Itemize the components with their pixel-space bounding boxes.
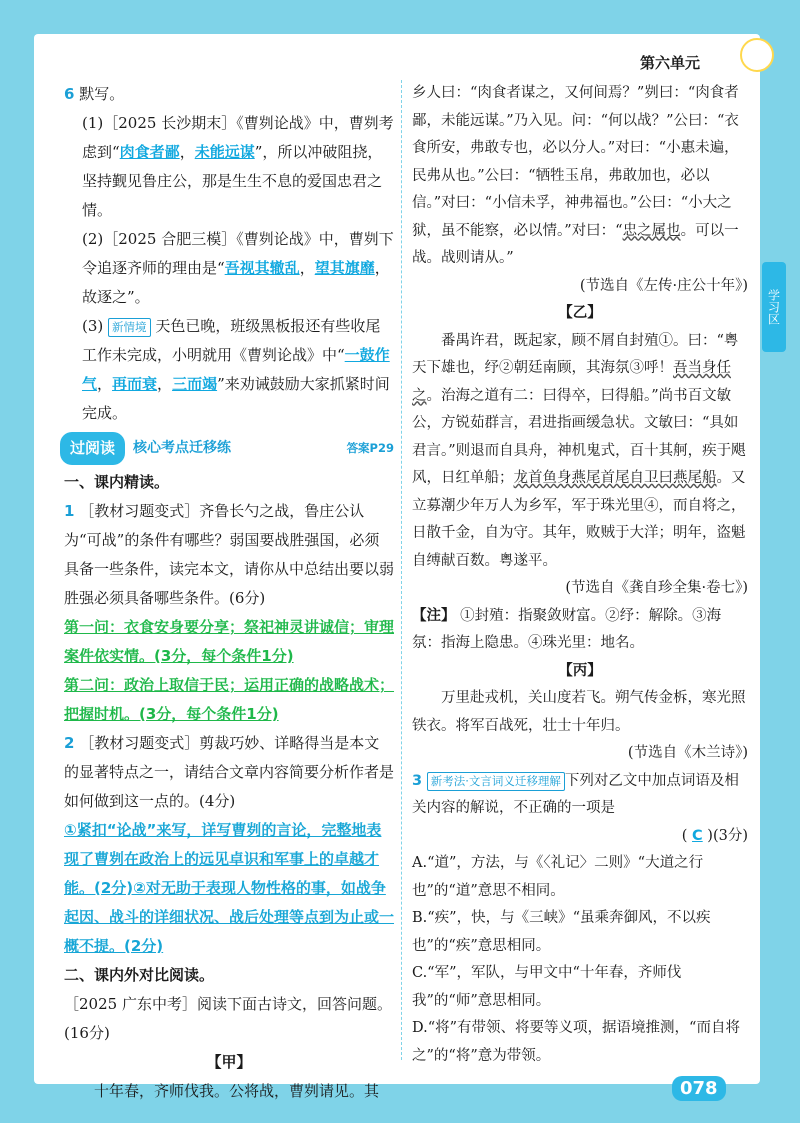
mascot-icon — [740, 38, 774, 72]
unit-title: 第六单元 — [640, 54, 701, 72]
part2-heading: 二、课内外对比阅读。 — [64, 966, 215, 984]
jia-title: 【甲】 — [206, 1053, 252, 1071]
new-context-tag: 新情境 — [108, 318, 151, 337]
q3-option-d[interactable]: D.“将”有带领、将要等义项，据语境推测，“而自将之”的“将”意为带领。 — [412, 1020, 740, 1064]
section-header — [60, 432, 394, 464]
q6-i2-answer1: 吾视其辙乱 — [224, 259, 300, 277]
q3-stem: 下列对乙文中加点词语及相关内容的解说，不正确的一项是 — [412, 772, 739, 816]
q1-answer2: 第二问：政治上取信于民；运用正确的战略战术；把握时机。(3分，每个条件1分) — [64, 676, 395, 723]
q3-paren-close: )(3分) — [707, 827, 748, 844]
q3-option-c[interactable]: C.“军”，军队，与甲文中“十年春，齐师伐我”的“师”意思相同。 — [412, 965, 682, 1009]
note-label: 【注】 — [412, 607, 456, 624]
yi-p2: 。治海之道有二：曰得卒，曰得船。”尚书百文敏公，方锐茹群言，君进指画缓急状。文敏曰：“具如君言。”则退而自具舟，神机鬼式，百十其舸，疾于飓风，日红单船； — [412, 387, 746, 486]
q6-i2-answer2: 望其旗靡 — [314, 259, 375, 277]
q3-number: 3 — [412, 772, 423, 789]
q6-i1-post: ”，所以冲破阻挠，坚持觐见鲁庄公，那是生生不息的爱国忠君之情。 — [82, 143, 383, 219]
bing-passage: 万里赴戎机，关山度若飞。朔气传金柝，寒光照铁衣。将军百战死，壮士十年归。 — [412, 690, 746, 734]
q6-item1 — [64, 109, 394, 225]
q6-i3-text: 天色已晚，班级黑板报还有些收尾工作未完成，小明就用《曹刿论战》中“ — [82, 317, 381, 364]
q6-i1-mid: ， — [179, 143, 195, 161]
q1-answer1: 第一问：衣食安身要分享；祭祀神灵讲诚信；审理案件依实情。(3分，每个条件1分) — [64, 618, 395, 665]
q1 — [64, 497, 394, 613]
q6-i3-pre: (3) — [82, 317, 104, 335]
bing-source: (节选自《木兰诗》) — [627, 745, 748, 761]
column-divider — [401, 80, 402, 1060]
notes — [412, 603, 748, 658]
answer-reference[interactable]: 答案P29 — [346, 440, 394, 455]
jia-wavy: 忠之属也 — [622, 222, 681, 239]
q2-text: ［教材习题变式］剪裁巧妙、详略得当是本文的显著特点之一，请结合文章内容简要分析作者是如何做到这一点的。(4分) — [64, 734, 395, 810]
q3 — [412, 768, 748, 823]
part1-heading: 一、课内精读。 — [64, 473, 170, 491]
section-pill: 过阅读 — [60, 432, 125, 465]
right-column — [412, 80, 748, 1070]
q6-title-text: 默写。 — [79, 85, 125, 103]
page-number: 078 — [672, 1076, 726, 1101]
yi-wavy2: 龙首鱼身燕尾首尾自卫曰燕尾船 — [513, 470, 717, 486]
q6-i2-mid: ， — [299, 259, 315, 277]
jia-cont1: 乡人曰：“肉食者谋之，又何间焉？”刿曰：“肉食者鄙，未能远谋。”乃入见。问：“何以战？”公曰：“衣食所安，弗敢专也，必以分人。”对曰：“小惠未遍，民弗从也。”公曰：“牺牲玉帛，弗敢加也，必以信。”对曰：“小信未孚，神弗福也。”公曰：“小大之狱，虽不能察，必以情。”对曰：“ — [412, 85, 739, 239]
new-method-tag: 新考法·文言词义迁移理解 — [427, 772, 565, 791]
yi-p1: 番禺许君，既起家，顾不屑自封殖①。曰：“粤天下雄也，纾②朝廷南顾，其海氛③呼！ — [412, 332, 739, 376]
yi-wavy1: 吾当身任之 — [412, 360, 731, 404]
q1-text: ［教材习题变式］齐鲁长勺之战，鲁庄公认为“可战”的条件有哪些？弱国要战胜强国，必须具备一些条件，读完本文，请你从中总结出要以弱胜强必须具备哪些条件。(6分) — [64, 502, 395, 607]
q6-item2 — [64, 225, 394, 312]
jia-source: (节选自《左传·庄公十年》) — [579, 277, 748, 294]
section-subtitle: 核心考点迁移练 — [133, 439, 232, 456]
note-text: ①封殖：指聚敛财富。②纾：解除。③海氛：指海上隐患。④珠光里：地名。 — [412, 607, 722, 651]
q3-answer-line — [412, 823, 748, 851]
bing-title: 【丙】 — [558, 662, 602, 679]
yi-p3: 。又立募潮少年万人为乡军，军于珠光里④，而自将之，日散千金，自为守。其年，败贼于大洋；明年，盗魁自缚献百数。粤遂平。 — [412, 470, 746, 569]
side-tab-study[interactable]: 学习区 — [762, 262, 786, 352]
q6-i2-post: ，故逐之”。 — [82, 259, 390, 306]
q3-option-b[interactable]: B.“疾”，快，与《三峡》“虽乘奔御风，不以疾也”的“疾”意思相同。 — [412, 910, 711, 954]
yi-passage — [412, 328, 748, 576]
q3-option-a[interactable]: A.“道”，方法，与《〈礼记〉二则》“大道之行也”的“道”意思不相同。 — [412, 855, 704, 899]
q6-title — [64, 80, 394, 109]
q6-number: 6 — [64, 85, 75, 103]
q6-item3: (3) 新情境 天色已晚，班级黑板报还有些收尾工作未完成，小明就用《曹刿论战》中“一鼓作气，再而衰，三而竭”来劝诫鼓励大家抓紧时间完成。 — [82, 317, 390, 422]
q6-i3-answer2: 再而衰 — [112, 375, 158, 393]
yi-source: (节选自《龚自珍全集·卷七》) — [565, 580, 748, 596]
yi-title: 【乙】 — [558, 305, 602, 321]
q2-answer: ①紧扣“论战”来写，详写曹刿的言论，完整地表现了曹刿在政治上的远见卓识和军事上的卓越才能。(2分)②对无助于表现人物性格的事，如战争起因、战斗的详细状况、战后处理等点到为止或一概不提。(2分) — [64, 821, 395, 955]
jia-cont2: 。可以一战。战则请从。” — [412, 222, 739, 266]
q6-i3-answer3: 三而竭 — [172, 375, 218, 393]
jia-start: 十年春，齐师伐我。公将战，曹刿请见。其 — [94, 1082, 380, 1100]
q6-i1-answer2: 未能远谋 — [194, 143, 255, 161]
q1-number: 1 — [64, 502, 75, 520]
left-column — [64, 80, 394, 1106]
q6-i1-answer1: 肉食者鄙 — [119, 143, 180, 161]
q6-i3-post: ”来劝诫鼓励大家抓紧时间完成。 — [82, 375, 390, 422]
part2-intro: ［2025 广东中考］阅读下面古诗文，回答问题。(16分) — [64, 995, 392, 1042]
q3-paren-open: ( — [681, 827, 688, 844]
q2-number: 2 — [64, 734, 75, 752]
q2 — [64, 729, 394, 816]
q6-i1-pre: (1)［2025 长沙期末］《曹刿论战》中，曹刿考虑到“ — [82, 114, 394, 161]
q3-answer: C — [692, 827, 703, 844]
q6-i3-answer1: 一鼓作气 — [82, 346, 390, 393]
jia-passage — [412, 80, 748, 273]
q6-i2-pre: (2)［2025 合肥三模］《曹刿论战》中，曹刿下令追逐齐师的理由是“ — [82, 230, 394, 277]
